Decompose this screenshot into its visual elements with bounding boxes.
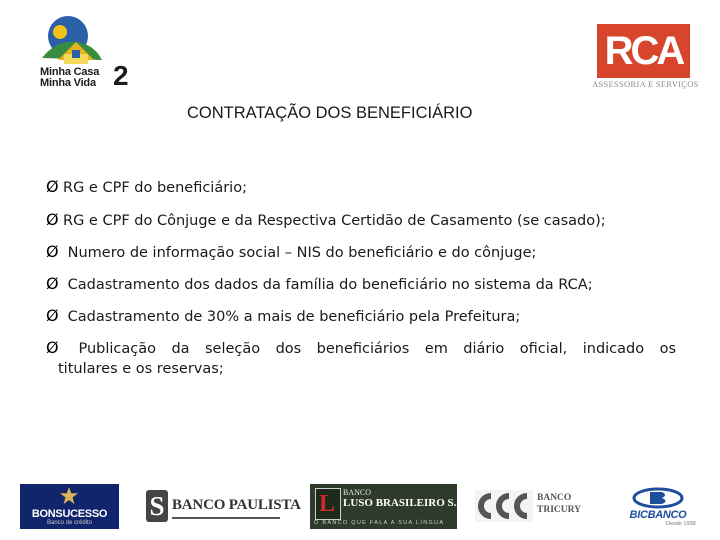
bonsucesso-name: BONSUCESSO	[31, 508, 108, 520]
divider	[172, 517, 280, 519]
list-item-text: Numero de informação social – NIS do beneficiário e do cônjuge;	[63, 245, 537, 261]
list-item	[46, 240, 676, 265]
bonsucesso-tagline: Banco de crédito	[46, 520, 93, 526]
bicbanco-tagline: Desde 1938	[666, 521, 696, 527]
tricury-ccc-icon	[475, 490, 533, 522]
arrow-bullet-icon: Ø	[46, 306, 59, 325]
mcmv-line2: Minha Vida	[40, 77, 96, 89]
arrow-bullet-icon: Ø	[46, 338, 59, 357]
bonsucesso-logo	[20, 484, 119, 529]
rca-logo-letters: RCA	[604, 29, 683, 73]
banco-paulista-s-icon: S	[146, 490, 168, 522]
banco-paulista-name: BANCO PAULISTA	[172, 497, 301, 513]
arrow-bullet-icon: Ø	[46, 177, 59, 196]
list-item	[46, 208, 676, 233]
luso-tagline: O BANCO QUE FALA A SUA LÍNGUA	[314, 520, 445, 526]
banco-tricury-logo	[473, 484, 589, 529]
luso-l-icon: L	[315, 488, 341, 520]
list-item	[46, 272, 676, 297]
arrow-bullet-icon: Ø	[46, 242, 59, 261]
tricury-banco-label: BANCO	[537, 493, 572, 503]
mcmv-logo-number: 2	[113, 60, 129, 91]
list-item-continuation: titulares e os reservas;	[58, 361, 224, 377]
banco-paulista-logo	[146, 484, 301, 529]
page-title: CONTRATAÇÃO DOS BENEFICIÁRIO	[187, 104, 473, 122]
list-item-text: Cadastramento dos dados da família do beneficiário no sistema da RCA;	[63, 277, 593, 293]
list-item-text: RG e CPF do Cônjuge e da Respectiva Certidão de Casamento (se casado);	[63, 213, 606, 229]
luso-name: LUSO BRASILEIRO S.A.	[343, 497, 468, 509]
list-item	[46, 175, 676, 200]
arrow-bullet-icon: Ø	[46, 210, 59, 229]
list-item-text: Publicação da seleção dos beneficiários em diário oficial, indicado os	[63, 341, 676, 357]
list-item-text: RG e CPF do beneficiário;	[63, 180, 247, 196]
arrow-bullet-icon: Ø	[46, 274, 59, 293]
list-item	[46, 304, 676, 329]
mcmv-logo-text	[40, 67, 99, 89]
bicbanco-name: BICBANCO	[629, 509, 687, 521]
tricury-name: TRICURY	[537, 505, 582, 515]
star-icon	[60, 487, 78, 505]
bicbanco-swoosh-icon	[632, 487, 684, 509]
rca-logo-subtitle: ASSESSORIA E SERVIÇOS	[592, 79, 699, 89]
luso-banco-label: BANCO	[343, 488, 372, 497]
list-item-text: Cadastramento de 30% a mais de beneficiário pela Prefeitura;	[63, 309, 521, 325]
mcmv-line1: Minha Casa	[40, 66, 100, 78]
luso-brasileiro-logo	[310, 484, 468, 529]
bicbanco-logo	[614, 484, 702, 529]
